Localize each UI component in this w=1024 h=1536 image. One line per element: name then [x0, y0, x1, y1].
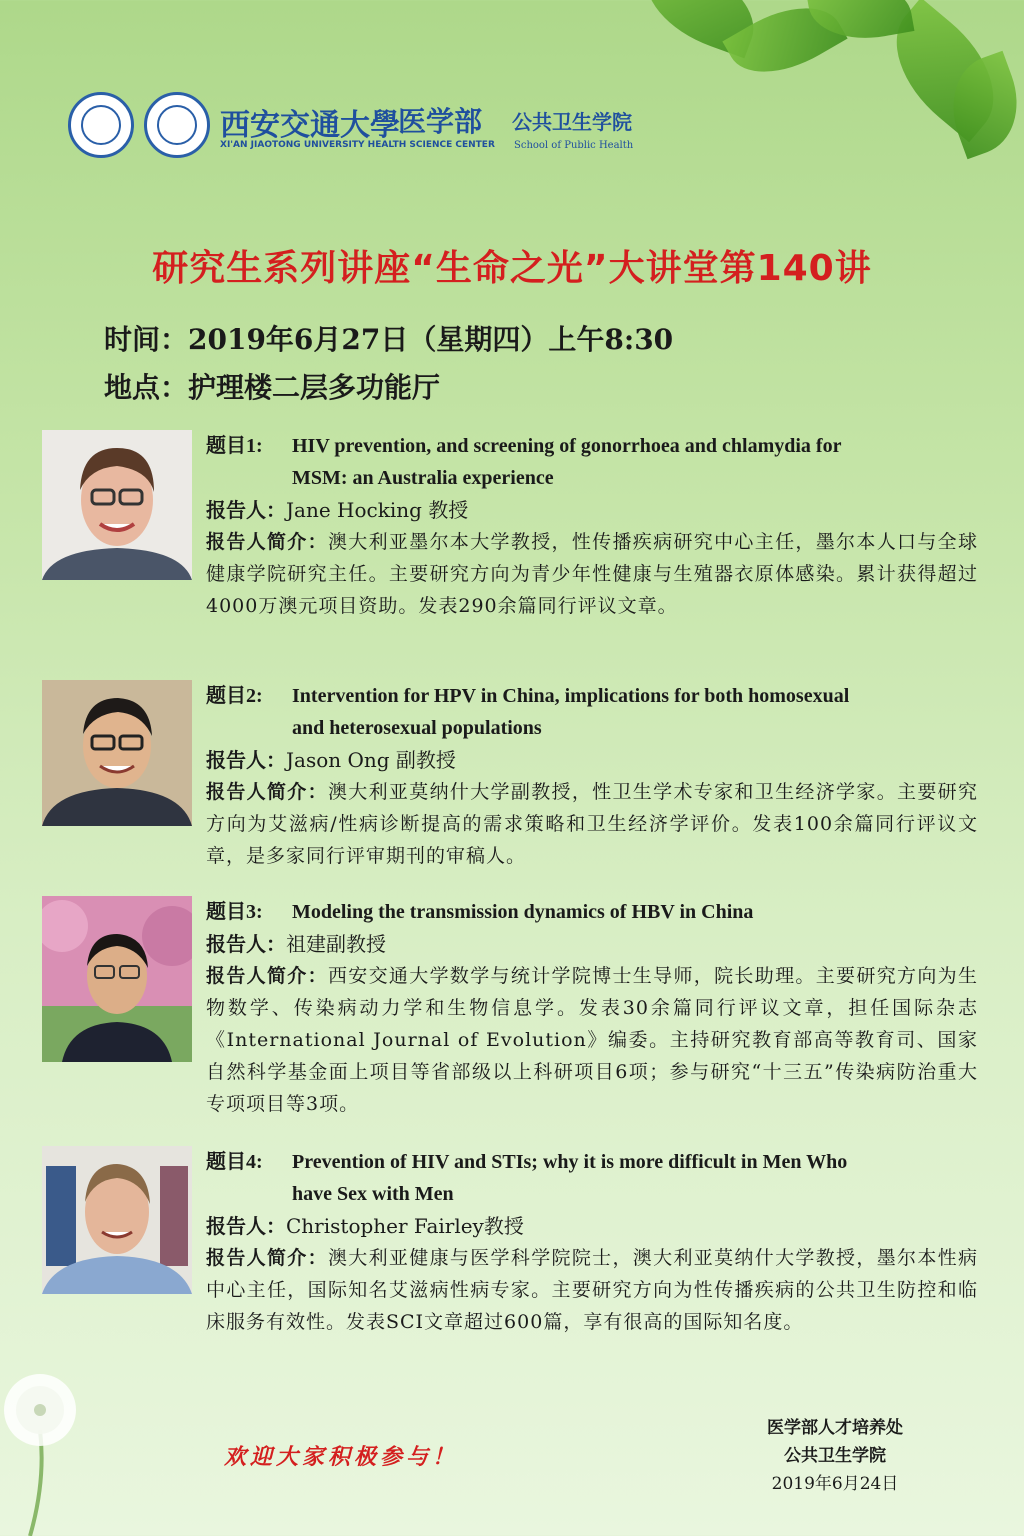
university-name-cn: 西安交通大學 — [220, 108, 400, 143]
header-logos — [68, 92, 688, 162]
bio-label: 报告人简介： — [206, 781, 328, 803]
welcome-text: 欢迎大家积极参与！ — [224, 1444, 459, 1470]
speaker-label: 报告人： — [206, 932, 286, 956]
footer-org-2: 公共卫生学院 — [784, 1446, 886, 1466]
speaker-bio: 澳大利亚健康与医学科学院院士，澳大利亚莫纳什大学教授，墨尔本性病中心主任，国际知名艾滋病性病专家。主要研究方向为性传播疾病的公共卫生防控和临床服务有效性。发表SCI文章超过600篇，享有很高的国际知名度。 — [206, 1247, 978, 1333]
speaker-bio: 西安交通大学数学与统计学院博士生导师，院长助理。主要研究方向为生物数学、传染病动力学和生物信息学。发表30余篇同行评议文章，担任国际杂志《International Journal of Evolution》编委。主持研究教育部高等教育司、国家自然科学基金面上项目等省部级以上科研项目6项；参与研究“十三五”传染病防治重大专项项目等3项。 — [206, 965, 978, 1115]
talk-title: Modeling the transmission dynamics of HBV in China — [292, 901, 754, 923]
school-name-cn: 公共卫生学院 — [512, 110, 632, 134]
bio-label: 报告人简介： — [206, 531, 328, 553]
event-place: 地点：护理楼二层多功能厅 — [104, 371, 441, 404]
dandelion-decoration — [0, 1300, 140, 1536]
speaker-bio: 澳大利亚莫纳什大学副教授，性卫生学术专家和卫生经济学家。主要研究方向为艾滋病/性病诊断提高的需求策略和卫生经济学评价。发表100余篇同行评议文章，是多家同行评审期刊的审稿人。 — [206, 781, 978, 867]
speaker-name: Jane Hocking 教授 — [286, 498, 469, 522]
footer-date: 2019年6月24日 — [771, 1474, 899, 1494]
bio-label: 报告人简介： — [206, 1247, 328, 1269]
department-name-cn: 医学部 — [398, 105, 483, 138]
school-seal-icon — [144, 92, 210, 158]
speaker-name: 祖建副教授 — [286, 932, 386, 956]
talk-label: 题目3: — [206, 901, 263, 923]
speaker-photo-1 — [42, 430, 192, 580]
talk-title-cont: have Sex with Men — [292, 1183, 454, 1205]
school-name-en: School of Public Health — [514, 140, 634, 151]
speaker-photo-2 — [42, 680, 192, 826]
speaker-photo-4 — [42, 1146, 192, 1294]
bio-label: 报告人简介： — [206, 965, 328, 987]
speaker-label: 报告人： — [206, 1214, 286, 1238]
talk-title-cont: and heterosexual populations — [292, 717, 542, 739]
talk-title: Intervention for HPV in China, implications for both homosexual — [292, 685, 850, 707]
talk-title-cont: MSM: an Australia experience — [292, 467, 554, 489]
talk-title: Prevention of HIV and STIs; why it is more difficult in Men Who — [292, 1151, 848, 1173]
poster-title: 研究生系列讲座“生命之光”大讲堂第140讲 — [152, 248, 872, 289]
event-time: 时间：2019年6月27日（星期四）上午8:30 — [104, 323, 674, 356]
university-name-en: XI'AN JIAOTONG UNIVERSITY HEALTH SCIENCE CENTER — [220, 140, 495, 150]
speaker-photo-3 — [42, 896, 192, 1062]
speaker-label: 报告人： — [206, 748, 286, 772]
speaker-label: 报告人： — [206, 498, 286, 522]
talk-label: 题目1: — [206, 435, 263, 457]
speaker-bio: 澳大利亚墨尔本大学教授，性传播疾病研究中心主任，墨尔本人口与全球健康学院研究主任。主要研究方向为青少年性健康与生殖器衣原体感染。累计获得超过4000万澳元项目资助。发表290余篇同行评议文章。 — [206, 531, 978, 617]
talk-title: HIV prevention, and screening of gonorrhoea and chlamydia for — [292, 435, 842, 457]
speaker-name: Christopher Fairley教授 — [286, 1214, 524, 1238]
university-seal-icon — [68, 92, 134, 158]
footer-signature — [740, 1414, 930, 1498]
talk-label: 题目2: — [206, 685, 263, 707]
talk-label: 题目4: — [206, 1151, 263, 1173]
footer-org-1: 医学部人才培养处 — [767, 1418, 903, 1438]
speaker-name: Jason Ong 副教授 — [286, 748, 456, 772]
